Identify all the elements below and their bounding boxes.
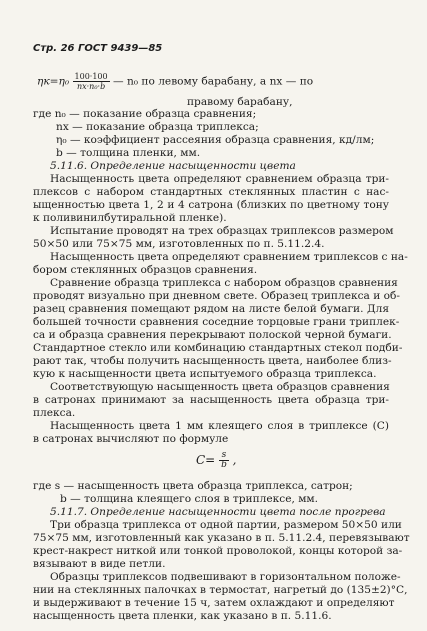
page-header: Стр. 26 ГОСТ 9439—85 — [33, 43, 163, 54]
paragraph-line: в сатронах вычисляют по формуле — [33, 433, 229, 445]
paragraph-line: кую к насыщенности цвета испытуемого образца триплекса. — [33, 368, 377, 380]
paragraph-line: плекса. — [33, 407, 76, 419]
paragraph-line: Образцы триплексов подвешивают в горизонтальном положе- — [50, 571, 401, 583]
paragraph-line: са и образца сравнения перекрывают полоской черной бумаги. — [33, 329, 392, 341]
def-s: где s — насыщенность цвета образца триплекса, сатрон; — [33, 480, 353, 492]
formula-c-numerator: s — [219, 451, 229, 461]
formula-eta-tail: — n₀ по левому барабану, а nx — по — [113, 75, 314, 88]
paragraph-line: нии на стеклянных палочках в термостат, нагретый до (135±2)°С, — [33, 584, 408, 596]
paragraph-line: Насыщенность цвета определяют сравнением триплексов с на- — [50, 251, 408, 263]
formula-c-lhs: C= — [196, 453, 216, 467]
paragraph-line: разец сравнения помещают рядом на листе белой бумаги. Для — [33, 303, 389, 315]
paragraph-line: Насыщенность цвета 1 мм клеящего слоя в триплексе (С) — [50, 420, 389, 432]
formula-c — [196, 451, 237, 470]
paragraph-line: Стандартное стекло или комбинацию стандартных стекол подби- — [33, 342, 403, 354]
def-b-layer: b — толщина клеящего слоя в триплексе, мм. — [60, 493, 319, 505]
section-5-11-7-title: 5.11.7. Определение насыщенности цвета после прогрева — [50, 506, 386, 518]
paragraph-line: насыщенность цвета пленки, как указано в п. 5.11.6. — [33, 610, 332, 622]
formula-eta-lhs: ηк=η₀ — [37, 75, 70, 88]
paragraph-line: рают так, чтобы получить насыщенность цвета, наиболее близ- — [33, 355, 392, 367]
paragraph-line: к поливинилбутиральной пленке). — [33, 212, 227, 224]
paragraph-line: 75×75 мм, изготовленный как указано в п. 5.11.2.4, перевязывают — [33, 532, 410, 544]
paragraph-line: большей точности сравнения соседние торцовые грани триплек- — [33, 316, 400, 328]
paragraph-line: и выдерживают в течение 15 ч, затем охлаждают и определяют — [33, 597, 395, 609]
paragraph-line: проводят визуально при дневном свете. Образец триплекса и об- — [33, 290, 400, 302]
def-eta0: η₀ — коэффициент рассеяния образца сравнения, кд/лм; — [56, 134, 375, 146]
section-5-11-6-title: 5.11.6. Определение насыщенности цвета — [50, 160, 296, 172]
paragraph-line: ыщенностью цвета 1, 2 и 4 сатрона (близких по цветному тону — [33, 199, 389, 211]
formula-eta-numerator: 100·100 — [74, 72, 108, 81]
formula-eta-continuation: правому барабану, — [187, 96, 293, 108]
def-nx: nx — показание образца триплекса; — [56, 121, 259, 133]
formula-c-denominator: b — [221, 460, 227, 470]
paragraph-line: Насыщенность цвета определяют сравнением образца три- — [50, 173, 389, 185]
paragraph-line: плексов с набором стандартных стеклянных пластин с нас- — [33, 186, 389, 198]
paragraph-line: в сатронах принимают за насыщенность цвета образца три- — [33, 394, 389, 406]
formula-c-tail: , — [232, 453, 237, 467]
formula-eta — [37, 72, 313, 91]
paragraph-line: бором стеклянных образцов сравнения. — [33, 264, 258, 276]
paragraph-line: вязывают в виде петли. — [33, 558, 166, 570]
formula-eta-fraction — [73, 72, 110, 91]
def-b: b — толщина пленки, мм. — [56, 147, 201, 159]
paragraph-line: Три образца триплекса от одной партии, размером 50×50 или — [50, 519, 402, 531]
formula-eta-denominator: nx·n₀·b — [76, 82, 106, 91]
paragraph-line: 50×50 или 75×75 мм, изготовленных по п. 5.11.2.4. — [33, 238, 325, 250]
paragraph-line: Соответствующую насыщенность цвета образцов сравнения — [50, 381, 390, 393]
paragraph-line: Сравнение образца триплекса с набором образцов сравнения — [50, 277, 398, 289]
paragraph-line: Испытание проводят на трех образцах триплексов размером — [50, 225, 394, 237]
formula-c-fraction — [219, 451, 229, 470]
def-n0: где n₀ — показание образца сравнения; — [33, 108, 257, 120]
paragraph-line: крест-накрест ниткой или тонкой проволокой, концы которой за- — [33, 545, 403, 557]
